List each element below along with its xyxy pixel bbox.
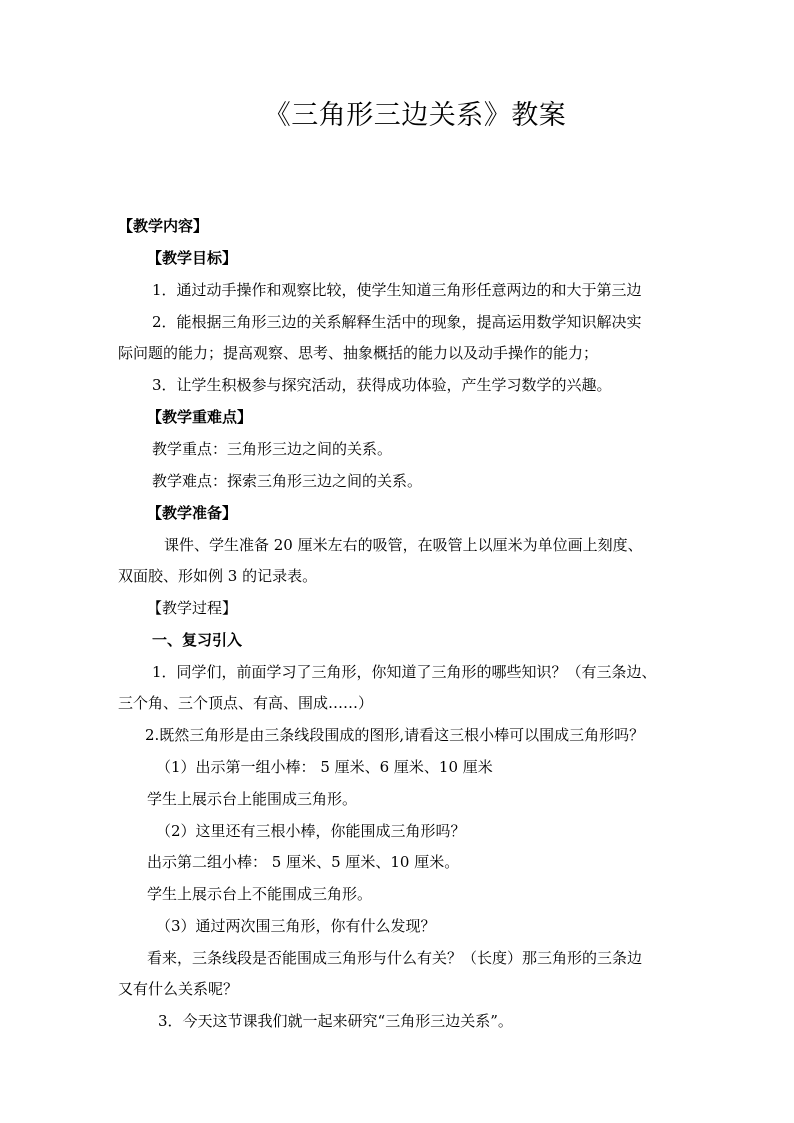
goal-item-1: 1．通过动手操作和观察比较，使学生知道三角形任意两边的和大于第三边 [152, 281, 642, 299]
process-sub-1-result: 学生上展示台上能围成三角形。 [147, 790, 358, 808]
process-question-continued: 又有什么关系呢？ [118, 980, 239, 998]
section-review-intro: 一、复习引入 [152, 631, 243, 649]
heading-key-points: 【教学重难点】 [147, 408, 253, 426]
preparation-text-continued: 双面胶、形如例 3 的记录表。 [118, 567, 318, 585]
process-sub-1: （1）出示第一组小棒： 5 厘米、6 厘米、10 厘米 [156, 758, 493, 776]
process-item-2: 2.既然三角形是由三条线段围成的图形,请看这三根小棒可以围成三角形吗？ [145, 726, 645, 744]
process-sub-2-result: 学生上展示台上不能围成三角形。 [147, 885, 373, 903]
preparation-text: 课件、学生准备 20 厘米左右的吸管，在吸管上以厘米为单位画上刻度、 [164, 536, 643, 554]
process-item-1: 1．同学们，前面学习了三角形，你知道了三角形的哪些知识？（有三条边、 [152, 663, 657, 681]
goal-item-2: 2．能根据三角形三边的关系解释生活中的现象，提高运用数学知识解决实 [152, 313, 642, 331]
process-sub-2-sticks: 出示第二组小棒： 5 厘米、5 厘米、10 厘米。 [147, 853, 460, 871]
goal-item-3: 3．让学生积极参与探究活动，获得成功体验，产生学习数学的兴趣。 [152, 376, 612, 394]
heading-preparation: 【教学准备】 [147, 504, 238, 522]
process-sub-2: （2）这里还有三根小棒，你能围成三角形吗？ [156, 822, 466, 840]
process-item-3: 3．今天这节课我们就一起来研究“三角形三边关系”。 [158, 1012, 513, 1030]
process-sub-3: （3）通过两次围三角形，你有什么发现？ [156, 917, 436, 935]
heading-teaching-process: 【教学过程】 [147, 599, 238, 617]
document-title: 《三角形三边关系》教案 [263, 100, 567, 131]
heading-teaching-content: 【教学内容】 [118, 217, 209, 235]
heading-teaching-goals: 【教学目标】 [147, 249, 238, 267]
difficult-point-text: 教学难点：探索三角形三边之间的关系。 [152, 472, 423, 490]
process-item-1-continued: 三个角、三个顶点、有高、围成……） [118, 694, 374, 712]
goal-item-2-continued: 际问题的能力；提高观察、思考、抽象概括的能力以及动手操作的能力； [118, 344, 599, 362]
key-point-text: 教学重点：三角形三边之间的关系。 [152, 440, 393, 458]
process-question: 看来，三条线段是否能围成三角形与什么有关？（长度）那三角形的三条边 [147, 949, 643, 967]
